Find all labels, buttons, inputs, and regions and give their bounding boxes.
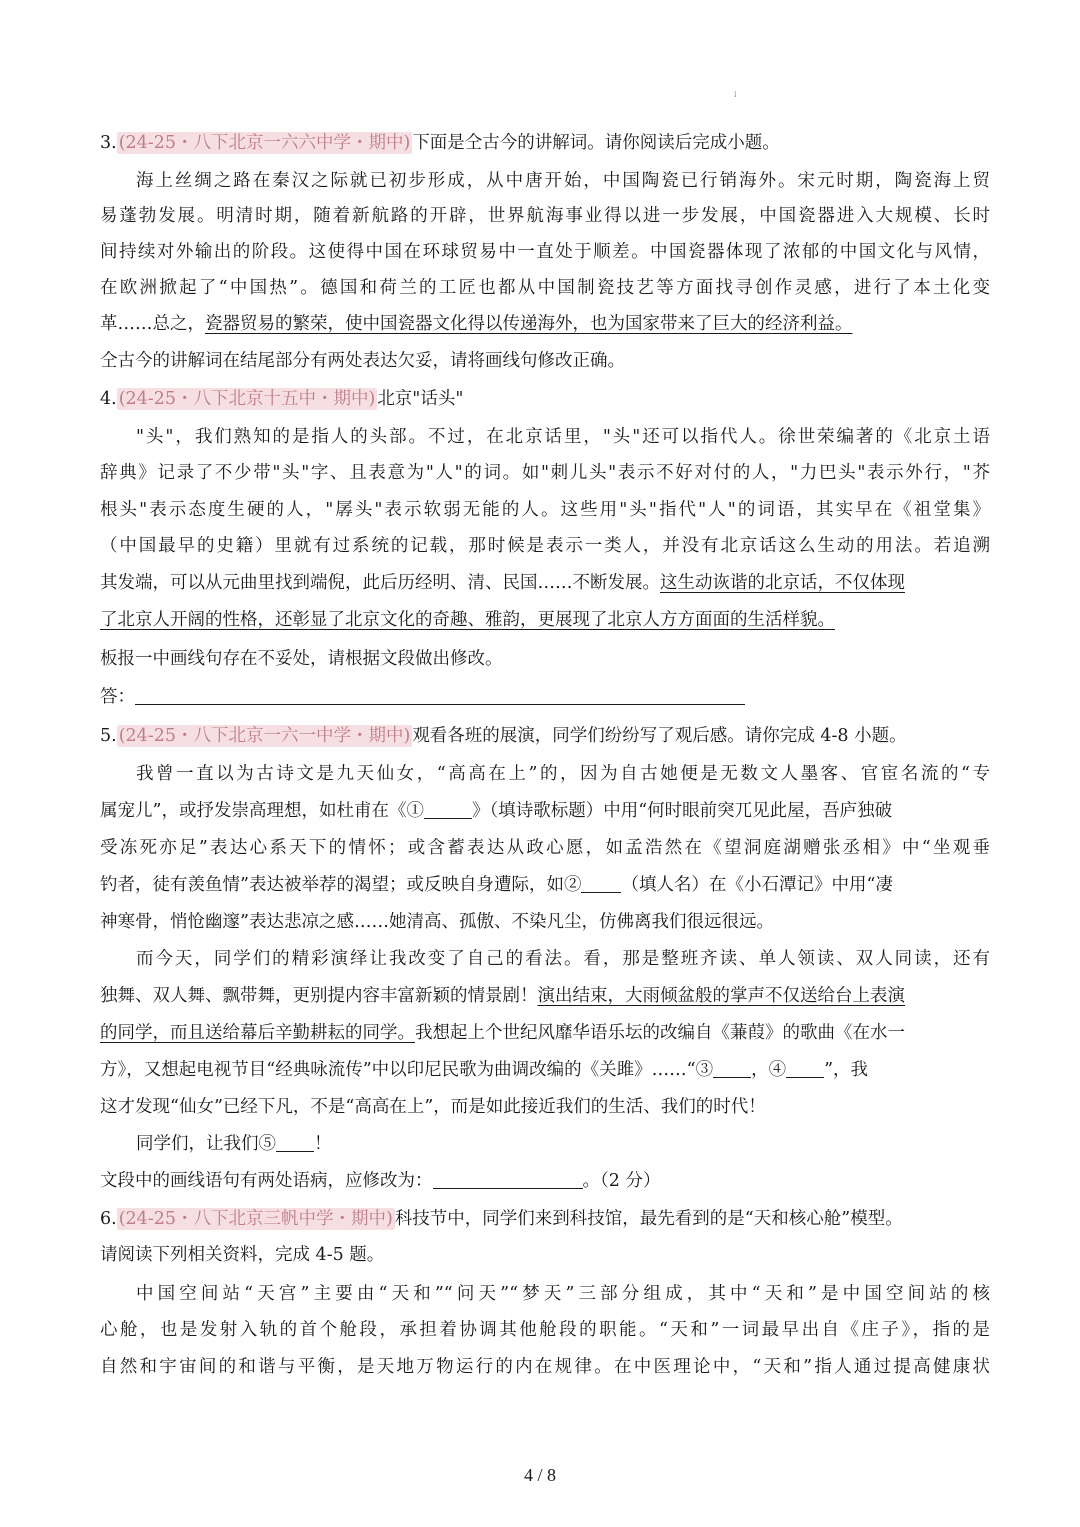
q5-task [100,1168,990,1194]
q5-para-line: 神寒骨，悄怆幽邃”表达悲凉之感……她清高、孤傲、不染凡尘，仿佛离我们很远很远。 [100,912,774,932]
q4-answer-row [100,684,990,710]
q5-para-line: 我曾一直以为古诗文是九天仙女，“高高在上”的，因为自古她便是无数文人墨客、官宦名流的“专 [136,764,990,784]
q6-para-line: 心舱，也是发射入轨的首个舱段，承担着协调其他舱段的职能。“天和”一词最早出自《庄子》，指的是 [100,1320,990,1340]
q3-task: 仝古今的讲解词在结尾部分有两处表达欠妥，请将画线句修改正确。 [100,351,625,371]
q5-text: 钓者，徒有羡鱼情”表达被举荐的渴望；或反映自身遭际，如② [100,875,582,895]
q6-para-line: 中国空间站“天宫”主要由“天和”“问天”“梦天”三部分组成，其中“天和”是中国空间站的核 [136,1284,990,1304]
page-number: 4 / 8 [523,1465,556,1485]
q6-intro-line: 请阅读下列相关资料，完成 4-5 题。 [100,1245,385,1265]
q3-number: 3. [100,133,117,153]
q5-text: （填人名）在《小石潭记》中用“凄 [621,875,893,895]
q4-para-line: 辞典》记录了不少带"头"字、且表意为"人"的词。如"刺儿头"表示不好对付的人，"力巴头"表示外行，"芥 [100,463,990,483]
q4-para-line: （中国最早的史籍）里就有过系统的记载，那时候是表示一类人，并没有北京话这么生动的用法。若追溯 [100,536,990,556]
q4-task: 板报一中画线句存在不妥处，请根据文段做出修改。 [100,649,503,669]
q5-text: 我想起上个世纪风靡华语乐坛的改编自《蒹葭》的歌曲《在水一 [415,1023,905,1043]
q4-header [100,386,990,412]
q3-header [100,130,990,156]
q5-text: 文段中的画线语句有两处语病，应修改为： [100,1171,433,1191]
q4-number: 4. [100,389,117,409]
q5-underlined-sentence: 的同学，而且送给幕后辛勤耕耘的同学。 [100,1023,415,1043]
q6-source-tag: (24-25・八下北京三帆中学・期中) [118,1209,393,1229]
q5-para-line: 这才发现“仙女”已经下凡，不是“高高在上”，而是如此接近我们的生活、我们的时代！ [100,1097,766,1117]
q5-intro: 观看各班的展演，同学们纷纷写了观后感。请你完成 4-8 小题。 [412,726,907,746]
q4-underlined-sentence: 了北京人开阔的性格，还彰显了北京文化的奇趣、雅韵，更展现了北京人方方面面的生活样貌。 [100,610,835,630]
q4-para-line [100,607,990,633]
q5-text: 方》，又想起电视节目“经典咏流传”中以印尼民歌为曲调改编的《关雎》……“③ [100,1060,714,1080]
q5-number: 5. [100,726,117,746]
q3-text: 革……总之， [100,314,205,334]
q5-para-line [100,1020,990,1046]
q5-blank-1[interactable] [424,800,472,819]
q4-text: 其发端，可以从元曲里找到端倪，此后历经明、清、民国……不断发展。 [100,573,660,593]
q6-number: 6. [100,1209,117,1229]
q5-para-line [100,872,990,898]
q5-para-line [136,1131,990,1157]
q5-para-line [100,1057,990,1083]
q4-answer-blank[interactable] [135,686,745,705]
q5-blank-5[interactable] [276,1133,314,1152]
q5-blank-4[interactable] [786,1059,824,1078]
q6-header [100,1206,990,1232]
q4-title: 北京"话头" [377,389,464,409]
q4-para-line: "头"，我们熟知的是指人的头部。不过，在北京话里，"头"还可以指代人。徐世荣编著的《北京土语 [136,427,990,447]
q3-para-line [100,311,990,337]
q4-para-line: 根头"表示态度生硬的人，"孱头"表示软弱无能的人。这些用"头"指代"人"的词语，其实早在《祖堂集》 [100,500,990,520]
q5-header [100,723,990,749]
q4-source-tag: (24-25・八下北京十五中・期中) [118,389,376,409]
q5-para-line: 而今天，同学们的精彩演绎让我改变了自己的看法。看，那是整班齐读、单人领读、双人同读，还有 [136,949,990,969]
q5-blank-3[interactable] [713,1059,751,1078]
q5-blank-2[interactable] [581,874,621,893]
q3-para-line: 易蓬勃发展。明清时期，随着新航路的开辟，世界航海事业得以进一步发展，中国瓷器进入大规模、长时 [100,206,990,226]
q5-para-line [100,983,990,1009]
corner-mark: i [734,90,737,99]
q5-text: 独舞、双人舞、飘带舞，更别提内容丰富新颖的情景剧！ [100,986,538,1006]
q5-para-line [100,798,990,824]
q3-para-line: 在欧洲掀起了“中国热”。德国和荷兰的工匠也都从中国制瓷技艺等方面找寻创作灵感，进行了本土化变 [100,278,990,298]
q5-text: ，④ [751,1060,787,1080]
q5-text: 属宠儿”，或抒发崇高理想，如杜甫在《① [100,801,424,821]
q3-underlined-sentence: 瓷器贸易的繁荣，使中国瓷器文化得以传递海外，也为国家带来了巨大的经济利益。 [205,314,853,334]
q5-text: 。（2 分） [582,1171,661,1191]
q3-para-line: 海上丝绸之路在秦汉之际就已初步形成，从中唐开始，中国陶瓷已行销海外。宋元时期，陶瓷海上贸 [136,171,990,191]
q5-source-tag: (24-25・八下北京一六一中学・期中) [118,726,411,746]
q5-text: ”，我 [824,1060,869,1080]
q3-intro: 下面是仝古今的讲解词。请你阅读后完成小题。 [412,133,780,153]
q3-para-line: 间持续对外输出的阶段。这使得中国在环球贸易中一直处于顺差。中国瓷器体现了浓郁的中国文化与风情， [100,242,990,262]
q5-text: 同学们，让我们⑤ [136,1134,276,1154]
q5-answer-blank[interactable] [433,1170,583,1189]
q4-para-line [100,570,990,596]
q3-source-tag: (24-25・八下北京一六六中学・期中) [118,133,411,153]
q6-intro: 科技节中，同学们来到科技馆，最先看到的是“天和核心舱”模型。 [394,1209,903,1229]
q5-text: 》（填诗歌标题）中用“何时眼前突兀见此屋，吾庐独破 [471,801,893,821]
q5-underlined-sentence: 演出结束，大雨倾盆般的掌声不仅送给台上表演 [537,986,905,1006]
q5-text: ！ [314,1134,332,1154]
q4-answer-label: 答： [100,687,135,707]
q4-underlined-sentence: 这生动诙谐的北京话，不仅体现 [660,573,905,593]
q6-para-line: 自然和宇宙间的和谐与平衡，是天地万物运行的内在规律。在中医理论中，“天和”指人通过提高健康状 [100,1357,990,1377]
q5-para-line: 受冻死亦足”表达心系天下的情怀；或含蓄表达从政心愿，如孟浩然在《望洞庭湖赠张丞相》中“坐观垂 [100,838,990,858]
